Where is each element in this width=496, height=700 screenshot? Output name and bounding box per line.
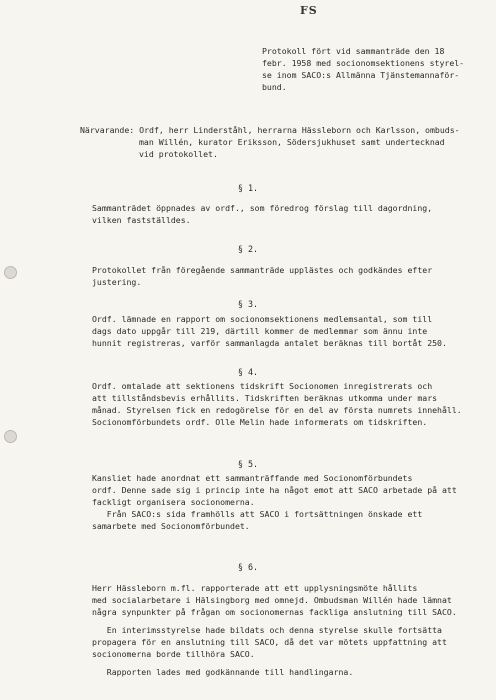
section-line: dags dato uppgår till 219, därtill kommer de medlemmar som ännu inte [92,326,428,336]
section-line: Ordf. lämnade en rapport om socionomsektionens medlemsantal, som till [92,314,433,324]
section-heading: § 6. [237,562,259,572]
section-line: fackligt organisera socionomerna. [92,497,255,507]
section-line: socionomerna borde tillhöra SACO. [92,649,255,659]
attendance-line: man Willén, kurator Eriksson, Södersjukhuset samt undertecknad [139,137,445,147]
section-heading: § 1. [237,183,259,193]
section-heading: § 3. [237,299,259,309]
header-line: bund. [262,82,287,92]
section-heading: § 5. [237,459,259,469]
section-line: samarbete med Socionomförbundet. [92,521,250,531]
section-line: att tillståndsbevis erhållits. Tidskriften beräknas utkomma under mars [92,393,438,403]
section-line: Kansliet hade anordnat ett sammanträffande med Socionomförbundets [92,473,413,483]
section-line: Protokollet från föregående sammanträde upplästes och godkändes efter [92,265,433,275]
section-line: propagera för en anslutning till SACO, då det var mötets uppfattning att [92,637,447,647]
attendance-line: vid protokollet. [139,149,218,159]
section-heading: § 2. [237,244,259,254]
section-line: med socialarbetare i Hälsingborg med omnejd. Ombudsman Willén hade lämnat [92,595,452,605]
section-line: justering. [92,277,142,287]
header-line: se inom SACO:s Allmänna Tjänstemannaför- [262,70,460,80]
section-line: några synpunkter på frågan om socionomernas fackliga anslutning till SACO. [92,607,457,617]
section-line: Rapporten lades med godkännande till handlingarna. [92,667,354,677]
section-line: Från SACO:s sida framhölls att SACO i fortsättningen önskade ett [92,509,423,519]
section-line: Ordf. omtalade att sektionens tidskrift Socionomen inregistrerats och [92,381,433,391]
section-line: Sammanträdet öppnades av ordf., som föredrog förslag till dagordning, [92,203,433,213]
handwritten-mark: FS [300,4,318,17]
section-line: vilken fastställdes. [92,215,191,225]
section-line: hunnit registreras, varför sammanlagda antalet beräknas till bortåt 250. [92,338,447,348]
punch-hole [4,266,17,279]
section-line: En interimsstyrelse hade bildats och denna styrelse skulle fortsätta [92,625,442,635]
section-heading: § 4. [237,367,259,377]
attendance-line: Närvarande: Ordf, herr Linderståhl, herrarna Hässleborn och Karlsson, ombuds- [80,125,460,135]
section-line: Socionomförbundets ordf. Olle Melin hade informerats om tidskriften. [92,417,428,427]
section-line: Herr Hässleborn m.fl. rapporterade att ett upplysningsmöte hållits [92,583,418,593]
section-line: månad. Styrelsen fick en redogörelse för en del av första numrets innehåll. [92,405,462,415]
punch-hole [4,430,17,443]
header-line: Protokoll fört vid sammanträde den 18 [262,46,445,56]
header-line: febr. 1958 med socionomsektionens styrel- [262,58,465,68]
section-line: ordf. Denne sade sig i princip inte ha något emot att SACO arbetade på att [92,485,457,495]
